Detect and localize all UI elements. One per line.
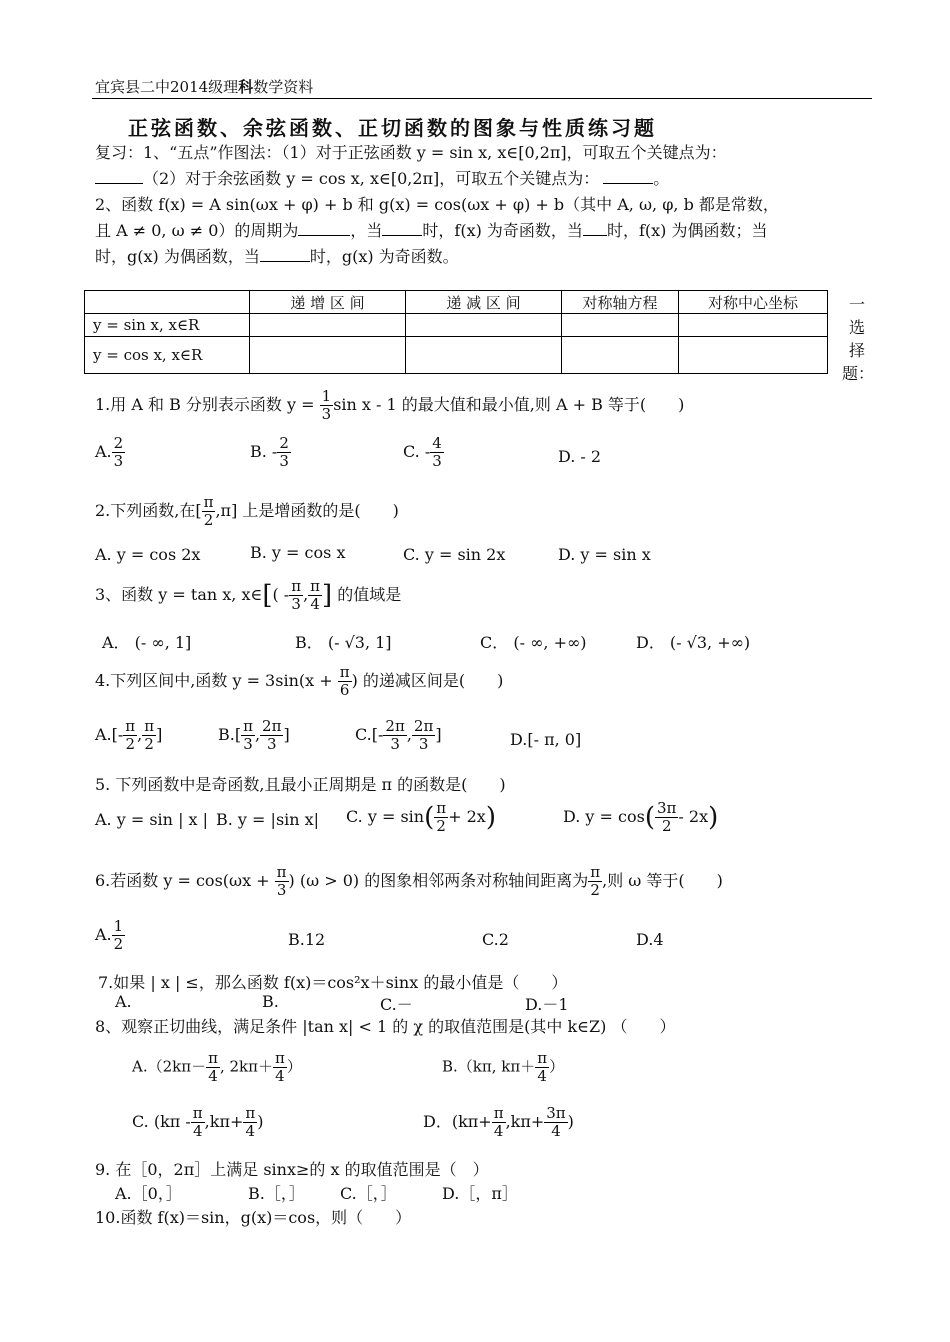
q3-option-d[interactable]: D． (- √3, +∞) (636, 633, 751, 652)
q5-option-d[interactable]: D. y = cos( $\frac{3\pi}{2}$ - 2x) (563, 799, 719, 835)
q7-option-a[interactable]: A. (115, 992, 132, 1011)
section-label: 一 选 择 题： (842, 295, 875, 383)
q5-option-c[interactable]: C. y = sin( $\frac{\pi}{2}$ + 2x) (346, 799, 496, 835)
question-4: 4.下列区间中,函数 y = 3sin(x + $\frac{\pi}{6}$ ) 的递减区间是( ) (95, 663, 504, 699)
q8-option-d[interactable]: D．(kπ+ $\frac{\pi}{4}$ ,kπ+ $\frac{3\pi}{4}$ ) (423, 1104, 574, 1140)
q9-option-b[interactable]: B.［，］ (248, 1184, 305, 1203)
q5-option-b[interactable]: B. y = |sin x| (216, 810, 320, 829)
question-9: 9. 在［0，2π］上满足 sinx≥的 x 的取值范围是（ ） (95, 1160, 489, 1179)
question-7: 7.如果 | x | ≤，那么函数 f(x)＝cos²x＋sinx 的最小值是（ ） (98, 973, 568, 992)
properties-table (84, 290, 828, 374)
question-1: 1.用 A 和 B 分别表示函数 y = $\frac{1}{3}$ sin x - 1 的最大值和最小值,则 A + B 等于( ) (95, 387, 685, 423)
q4-option-c[interactable]: C.[- $\frac{2\pi}{3}$ , $\frac{2\pi}{3}$ ] (355, 717, 442, 753)
review-line-4: 且 A ≠ 0, ω ≠ 0）的周期为 ，当 时，f(x) 为奇函数，当 时，f(x) 为偶函数；当 (95, 221, 768, 240)
fraction: $\frac{1}{3}$ (321, 387, 332, 423)
q8-option-b[interactable]: B.（kπ, kπ＋ $\frac{\pi}{4}$ ） (442, 1049, 565, 1085)
q1-option-a[interactable]: A. $\frac{2}{3}$ (95, 434, 124, 470)
q1-option-d[interactable]: D. - 2 (558, 447, 602, 466)
table-cell[interactable] (406, 314, 562, 337)
header-school: 宜宾县二中2014级理 (95, 78, 239, 96)
q2-option-d[interactable]: D. y = sin x (558, 545, 651, 564)
q6-option-a[interactable]: A. $\frac{1}{2}$ (95, 917, 124, 953)
table-cell[interactable] (562, 337, 679, 374)
answer-blank[interactable] (583, 221, 607, 236)
q9-option-d[interactable]: D.［，π］ (442, 1184, 518, 1203)
table-cell[interactable] (679, 337, 828, 374)
q1-option-c[interactable]: C. - $\frac{4}{3}$ (403, 434, 442, 470)
question-6: 6.若函数 y = cos(ωx + $\frac{\pi}{3}$ ) (ω > 0) 的图象相邻两条对称轴间距离为 $\frac{\pi}{2}$ ,则 ω 等于( ) (95, 863, 723, 899)
q8-option-c[interactable]: C. (kπ - $\frac{\pi}{4}$ ,kπ+ $\frac{\pi}{4}$ ) (132, 1104, 264, 1140)
q3-option-c[interactable]: C． (- ∞, +∞) (480, 633, 587, 652)
col-increasing: 递 增 区 间 (250, 291, 406, 314)
q4-option-a[interactable]: A.[- $\frac{\pi}{2}$ , $\frac{\pi}{2}$ ] (95, 717, 163, 753)
table-row: y = sin x, x∈R (85, 314, 828, 337)
answer-blank[interactable] (382, 221, 422, 236)
page-title: 正弦函数、余弦函数、正切函数的图象与性质练习题 (128, 116, 657, 140)
col-center: 对称中心坐标 (679, 291, 828, 314)
table-cell[interactable] (250, 337, 406, 374)
header-bold-char: 科 (238, 78, 254, 96)
table-row: y = cos x, x∈R (85, 337, 828, 374)
q2-option-b[interactable]: B. y = cos x (250, 543, 346, 562)
page-header (95, 76, 313, 97)
header-rule (92, 98, 872, 99)
col-axis: 对称轴方程 (562, 291, 679, 314)
col-decreasing: 递 减 区 间 (406, 291, 562, 314)
answer-blank[interactable] (95, 169, 143, 184)
question-8: 8、观察正切曲线，满足条件 |tan x| < 1 的 χ 的取值范围是(其中 k∈Z) （ ） (95, 1017, 676, 1036)
q6-option-b[interactable]: B.12 (288, 930, 326, 949)
q5-option-a[interactable]: A. y = sin | x | (95, 810, 209, 829)
q2-option-c[interactable]: C. y = sin 2x (403, 545, 506, 564)
q3-option-b[interactable]: B． (- √3, 1] (295, 633, 392, 652)
answer-blank[interactable] (260, 247, 310, 262)
q9-option-c[interactable]: C.［，］ (340, 1184, 397, 1203)
review-line-5: 时，g(x) 为偶函数，当 时，g(x) 为奇函数。 (95, 247, 459, 266)
q6-option-c[interactable]: C.2 (482, 930, 509, 949)
q4-option-b[interactable]: B.[ $\frac{\pi}{3}$ , $\frac{2\pi}{3}$ ] (218, 717, 290, 753)
question-10: 10.函数 f(x)＝sin，g(x)＝cos，则（ ） (95, 1208, 412, 1227)
question-2: 2.下列函数,在[ $\frac{\pi}{2}$ ,π] 上是增函数的是( ) (95, 493, 399, 529)
table-header-row (85, 291, 828, 314)
q6-option-d[interactable]: D.4 (636, 930, 664, 949)
answer-blank[interactable] (298, 221, 350, 236)
question-5: 5. 下列函数中是奇函数,且最小正周期是 π 的函数是( ) (95, 775, 506, 794)
q8-option-a[interactable]: A.（2kπ－ $\frac{\pi}{4}$ , 2kπ＋ $\frac{\pi}{4}$ ） (132, 1049, 302, 1085)
q7-option-b[interactable]: B. (262, 992, 279, 1011)
review-line-3: 2、函数 f(x) = A sin(ωx + φ) + b 和 g(x) = cos(ωx + φ) + b（其中 A, ω, φ, b 都是常数， (95, 195, 779, 214)
q7-option-c[interactable]: C.－ (380, 995, 413, 1014)
q2-option-a[interactable]: A. y = cos 2x (95, 545, 201, 564)
table-cell[interactable] (250, 314, 406, 337)
table-cell[interactable] (406, 337, 562, 374)
review-line-2: （2）对于余弦函数 y = cos x, x∈[0,2π]，可取五个关键点为： 。 (95, 166, 669, 189)
q9-option-a[interactable]: A.［0，］ (115, 1184, 182, 1203)
q3-option-a[interactable]: A． (- ∞, 1] (102, 633, 192, 652)
review-line-1: 复习：1、“五点”作图法：（1）对于正弦函数 y = sin x, x∈[0,2π]，可取五个关键点为： (95, 143, 727, 162)
table-cell[interactable] (562, 314, 679, 337)
header-suffix: 数学资料 (253, 78, 314, 96)
question-3: 3、函数 y = tan x, x∈[( - $\frac{\pi}{3}$ , $\frac{\pi}{4}$ ] 的值域是 (95, 577, 402, 613)
answer-blank[interactable] (603, 169, 653, 184)
q7-option-d[interactable]: D.－1 (525, 995, 569, 1014)
q1-option-b[interactable]: B. - $\frac{2}{3}$ (250, 434, 289, 470)
q4-option-d[interactable]: D.[- π, 0] (510, 730, 582, 749)
table-cell[interactable] (679, 314, 828, 337)
